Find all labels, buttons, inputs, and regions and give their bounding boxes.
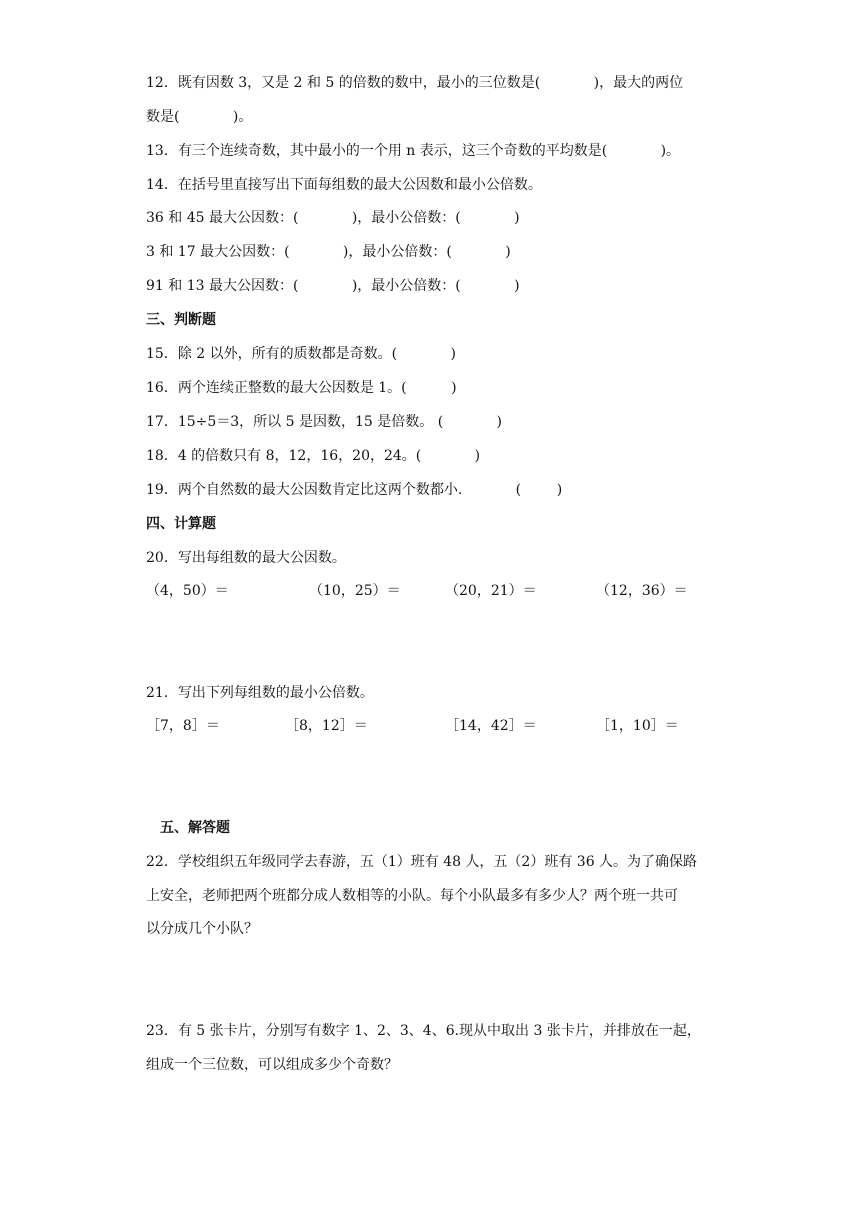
- question-23-line-1: 23．有 5 张卡片，分别写有数字 1、2、3、4、6.现从中取出 3 张卡片，并排放在一起，: [146, 1023, 701, 1039]
- gcd-item-1: （4，50）＝: [146, 583, 229, 599]
- question-21-title: 21．写出下列每组数的最小公倍数。: [146, 685, 374, 701]
- lcm-item-4: ［1，10］＝: [596, 718, 679, 734]
- question-14-row-2: 3 和 17 最大公因数：( )，最小公倍数：( ): [146, 244, 511, 260]
- question-17: 17．15÷5＝3，所以 5 是因数，15 是倍数。 ( ): [146, 414, 503, 430]
- gcd-item-2: （10，25）＝: [309, 583, 401, 599]
- question-15: 15．除 2 以外，所有的质数都是奇数。( ): [146, 346, 456, 362]
- question-22-line-1: 22．学校组织五年级同学去春游，五（1）班有 48 人，五（2）班有 36 人。为了确保路: [146, 854, 698, 870]
- section-heading-judgement: 三、判断题: [146, 312, 216, 328]
- question-18: 18．4 的倍数只有 8，12，16，20，24。( ): [146, 448, 481, 464]
- question-16: 16．两个连续正整数的最大公因数是 1。( ): [146, 380, 457, 396]
- question-12-line-1: 12．既有因数 3，又是 2 和 5 的倍数的数中，最小的三位数是( )，最大的两位: [146, 75, 684, 91]
- question-22-line-3: 以分成几个小队？: [146, 921, 258, 937]
- question-23-line-2: 组成一个三位数，可以组成多少个奇数？: [146, 1057, 398, 1073]
- question-20-title: 20．写出每组数的最大公因数。: [146, 550, 346, 566]
- lcm-item-3: ［14，42］＝: [445, 718, 537, 734]
- question-14-row-1: 36 和 45 最大公因数：( )，最小公倍数：( ): [146, 210, 520, 226]
- question-19: 19．两个自然数的最大公因数肯定比这两个数都小. ( ): [146, 482, 563, 498]
- section-heading-solve: 五、解答题: [160, 820, 230, 836]
- section-heading-calculation: 四、计算题: [146, 516, 216, 532]
- question-22-line-2: 上安全，老师把两个班都分成人数相等的小队。每个小队最多有多少人？两个班一共可: [146, 888, 678, 904]
- lcm-item-1: ［7，8］＝: [146, 718, 220, 734]
- question-14-row-3: 91 和 13 最大公因数：( )，最小公倍数：( ): [146, 278, 520, 294]
- question-12-line-2: 数是( )。: [146, 109, 253, 125]
- question-14-title: 14．在括号里直接写出下面每组数的最大公因数和最小公倍数。: [146, 177, 542, 193]
- question-13: 13．有三个连续奇数，其中最小的一个用 n 表示，这三个奇数的平均数是( )。: [146, 143, 681, 159]
- lcm-item-2: ［8，12］＝: [285, 718, 368, 734]
- gcd-item-4: （12，36）＝: [596, 583, 688, 599]
- gcd-item-3: （20，21）＝: [445, 583, 537, 599]
